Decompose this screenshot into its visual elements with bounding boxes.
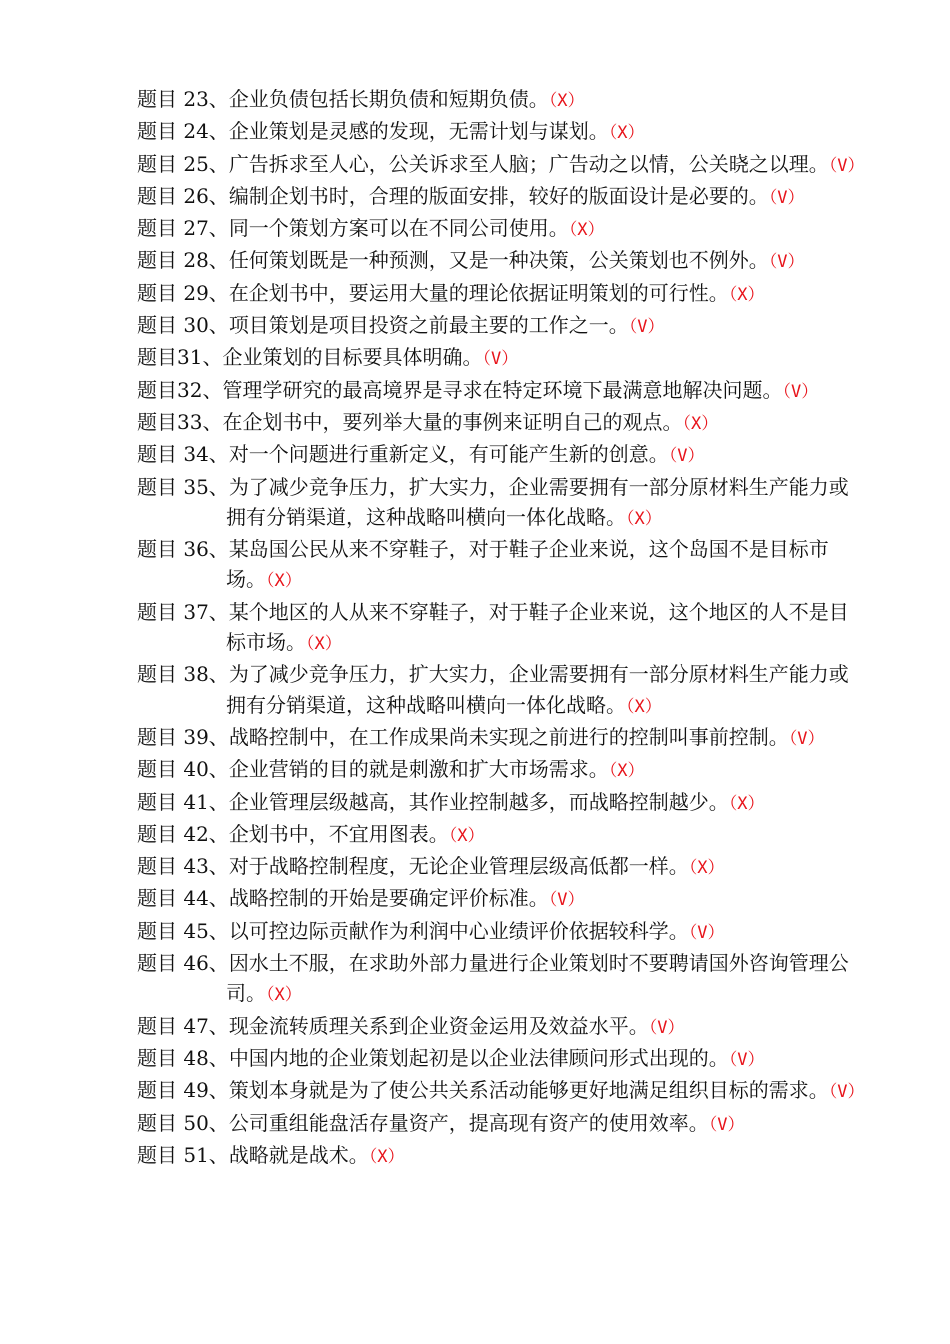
question-number: 题目 48、 (137, 1045, 229, 1070)
question-item (137, 149, 867, 181)
question-number: 题目 28、 (137, 248, 229, 273)
answer-mark: （X） (266, 571, 302, 592)
question-number: 题目 50、 (137, 1110, 229, 1135)
question-number: 题目33、 (137, 409, 223, 434)
question-text: 为了减少竞争压力，扩大实力，企业需要拥有一部分原材料生产能力或拥有分销渠道，这种战略叫横向一体化战略。 (226, 474, 849, 529)
question-item (137, 213, 867, 245)
answer-mark: （V） (828, 155, 865, 176)
question-item (137, 342, 867, 374)
question-text: 编制企划书时，合理的版面安排，较好的版面设计是必要的。 (228, 183, 769, 208)
question-number: 题目 51、 (137, 1142, 229, 1167)
question-item (137, 245, 867, 277)
question-item (137, 883, 867, 915)
question-number: 题目 43、 (137, 854, 229, 879)
question-number: 题目 37、 (137, 599, 229, 624)
question-number: 题目 35、 (137, 474, 229, 499)
question-item (137, 1043, 867, 1075)
question-item (137, 84, 867, 116)
question-number: 题目 39、 (137, 724, 229, 749)
answer-mark: （X） (728, 284, 765, 305)
answer-mark: （X） (728, 793, 765, 814)
question-number: 题目 41、 (137, 789, 229, 814)
question-text: 企业营销的目的就是刺激和扩大市场需求。 (228, 757, 609, 782)
question-number: 题目 40、 (137, 757, 229, 782)
question-item (137, 1075, 867, 1107)
question-text: 现金流转质理关系到企业资金运用及效益水平。 (228, 1013, 649, 1038)
answer-mark: （V） (828, 1082, 865, 1103)
answer-mark: （X） (306, 634, 342, 655)
answer-mark: （V） (628, 317, 665, 338)
answer-mark: （X） (626, 508, 662, 529)
question-item (137, 534, 867, 597)
question-item (137, 948, 867, 1011)
question-text: 广告拆求至人心，公关诉求至人脑；广告动之以情，公关晓之以理。 (228, 151, 829, 176)
question-item (137, 722, 867, 754)
question-text: 公司重组能盘活存量资产，提高现有资产的使用效率。 (228, 1110, 709, 1135)
question-number: 题目 26、 (137, 183, 229, 208)
question-number: 题目 23、 (137, 87, 229, 111)
question-text: 在企划书中，要列举大量的事例来证明自己的观点。 (222, 409, 683, 434)
question-text: 企业策划的目标要具体明确。 (222, 345, 483, 370)
answer-mark: （V） (782, 381, 819, 402)
answer-mark: （V） (768, 187, 805, 208)
question-item (137, 181, 867, 213)
question-number: 题目 29、 (137, 280, 229, 305)
answer-mark: （X） (682, 413, 719, 434)
question-item (137, 851, 867, 883)
answer-mark: （V） (648, 1017, 685, 1038)
question-item (137, 1011, 867, 1043)
question-item (137, 916, 867, 948)
question-text: 某个地区的人从来不穿鞋子，对于鞋子企业来说，这个地区的人不是目标市场。 (226, 599, 849, 655)
answer-mark: （V） (728, 1049, 765, 1070)
answer-mark: （X） (688, 858, 725, 879)
question-number: 题目 44、 (137, 886, 229, 911)
question-item (137, 659, 867, 722)
answer-mark: （X） (568, 220, 605, 241)
question-number: 题目 25、 (137, 151, 229, 176)
question-number: 题目 30、 (137, 313, 229, 338)
question-text: 项目策划是项目投资之前最主要的工作之一。 (228, 313, 629, 338)
question-number: 题目 36、 (137, 537, 229, 562)
question-number: 题目 34、 (137, 442, 229, 467)
answer-mark: （X） (548, 91, 585, 111)
answer-mark: （X） (608, 123, 645, 144)
question-text: 在企划书中，要运用大量的理论依据证明策划的可行性。 (228, 280, 729, 305)
question-text: 战略控制的开始是要确定评价标准。 (228, 886, 549, 911)
question-text: 对一个问题进行重新定义，有可能产生新的创意。 (228, 442, 669, 467)
question-text: 企业负债包括长期负债和短期负债。 (228, 87, 549, 111)
question-text: 因水土不服，在求助外部力量进行企业策划时不要聘请国外咨询管理公司。 (226, 951, 849, 1006)
question-text: 为了减少竞争压力，扩大实力，企业需要拥有一部分原材料生产能力或拥有分销渠道，这种战略叫横向一体化战略。 (226, 662, 849, 717)
question-item (137, 278, 867, 310)
question-text: 任何策划既是一种预测，又是一种决策，公关策划也不例外。 (228, 248, 769, 273)
question-item (137, 597, 867, 660)
question-text: 企业管理层级越高，其作业控制越多，而战略控制越少。 (228, 789, 729, 814)
question-item (137, 1140, 867, 1172)
question-number: 题目31、 (137, 345, 223, 370)
question-number: 题目 46、 (137, 951, 229, 976)
answer-mark: （V） (688, 922, 725, 943)
question-number: 题目 45、 (137, 918, 229, 943)
question-item (137, 407, 867, 439)
question-item (137, 116, 867, 148)
question-number: 题目 47、 (137, 1013, 229, 1038)
question-text: 以可控边际贡献作为利润中心业绩评价依据较科学。 (228, 918, 689, 943)
question-item (137, 819, 867, 851)
answer-mark: （X） (626, 696, 662, 717)
question-item (137, 1108, 867, 1140)
question-number: 题目 27、 (137, 216, 229, 241)
answer-mark: （V） (482, 349, 519, 370)
question-number: 题目32、 (137, 377, 223, 402)
question-text: 管理学研究的最高境界是寻求在特定环境下最满意地解决问题。 (222, 377, 783, 402)
question-text: 策划本身就是为了使公共关系活动能够更好地满足组织目标的需求。 (228, 1078, 829, 1103)
question-text: 同一个策划方案可以在不同公司使用。 (228, 216, 569, 241)
question-number: 题目 38、 (137, 662, 229, 687)
question-text: 企划书中，不宜用图表。 (228, 821, 449, 846)
answer-mark: （X） (368, 1146, 405, 1167)
question-number: 题目 49、 (137, 1078, 229, 1103)
question-item (137, 787, 867, 819)
answer-mark: （V） (548, 890, 585, 911)
answer-mark: （V） (768, 252, 805, 273)
question-text: 战略控制中，在工作成果尚未实现之前进行的控制叫事前控制。 (228, 724, 789, 749)
answer-mark: （X） (266, 985, 302, 1006)
question-item (137, 754, 867, 786)
answer-mark: （V） (788, 728, 825, 749)
question-item (137, 472, 867, 535)
question-text: 中国内地的企业策划起初是以企业法律顾问形式出现的。 (228, 1045, 729, 1070)
question-item (137, 375, 867, 407)
answer-mark: （X） (608, 761, 645, 782)
answer-mark: （V） (708, 1114, 745, 1135)
answer-mark: （V） (668, 446, 705, 467)
question-text: 战略就是战术。 (228, 1142, 369, 1167)
question-item (137, 439, 867, 471)
question-text: 企业策划是灵感的发现，无需计划与谋划。 (228, 119, 609, 144)
question-text: 某岛国公民从来不穿鞋子，对于鞋子企业来说，这个岛国不是目标市场。 (226, 537, 829, 592)
question-number: 题目 24、 (137, 119, 229, 144)
question-item (137, 310, 867, 342)
question-text: 对于战略控制程度，无论企业管理层级高低都一样。 (228, 854, 689, 879)
question-list (137, 84, 867, 1172)
answer-mark: （X） (448, 825, 485, 846)
question-number: 题目 42、 (137, 821, 229, 846)
